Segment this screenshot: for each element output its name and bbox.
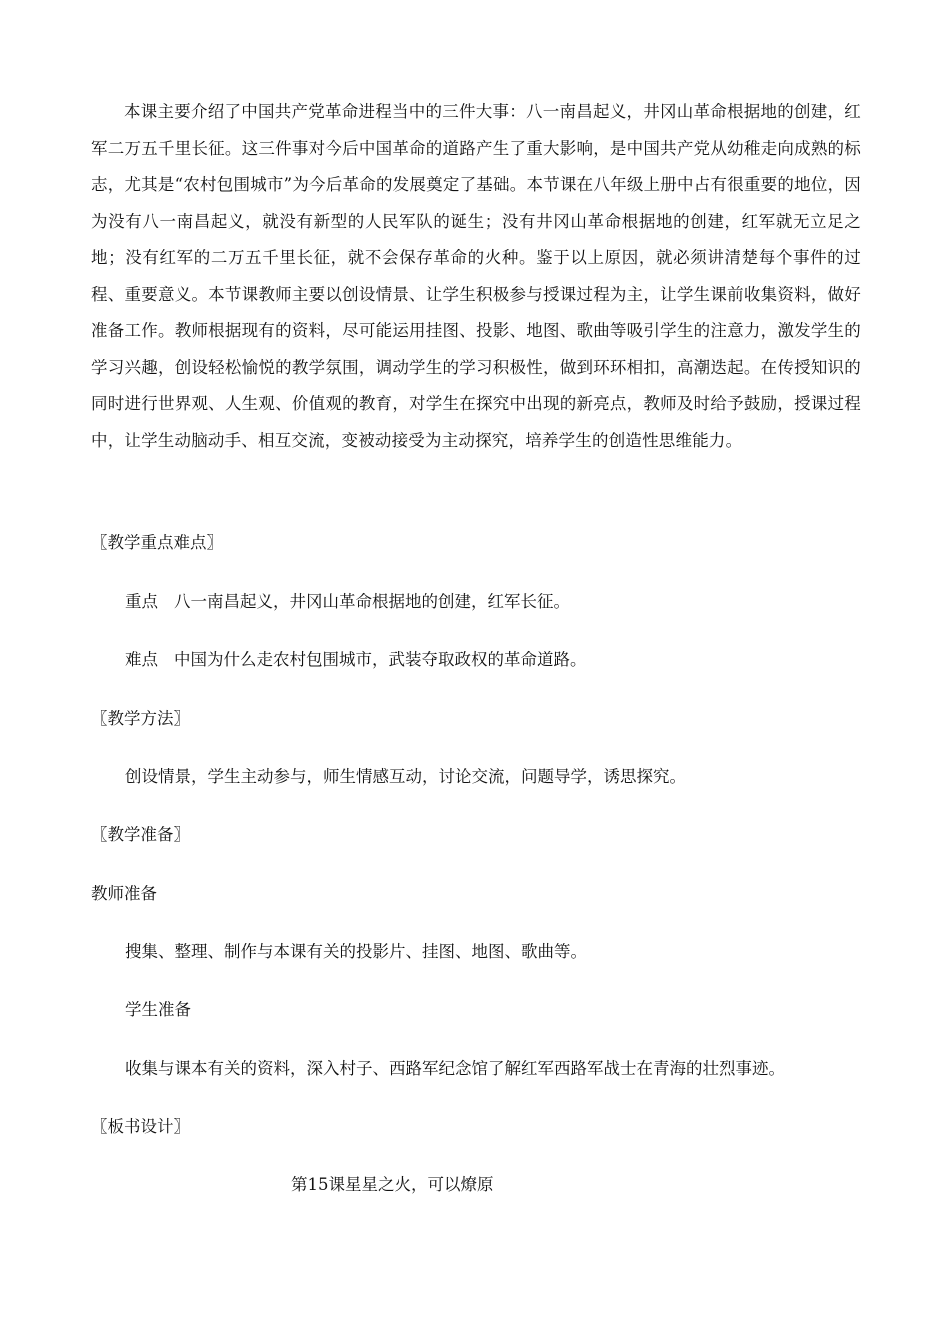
board-title: 第15课星星之火，可以燎原: [291, 1175, 494, 1194]
methods-heading: 〖教学方法〗: [91, 709, 190, 728]
student-preparation-label: 学生准备: [125, 1000, 191, 1019]
teacher-preparation-label: 教师准备: [91, 884, 157, 903]
focus-label: 重点: [125, 592, 158, 611]
difficulty-line: [125, 648, 587, 672]
teacher-preparation-text: 搜集、整理、制作与本课有关的投影片、挂图、地图、歌曲等。: [125, 942, 587, 961]
focus-text: 八一南昌起义，井冈山革命根据地的创建，红军长征。: [174, 592, 570, 611]
board-heading: 〖板书设计〗: [91, 1117, 190, 1136]
difficulty-label: 难点: [125, 650, 158, 669]
intro-paragraph: 本课主要介绍了中国共产党革命进程当中的三件大事：八一南昌起义，井冈山革命根据地的创建，红军二万五千里长征。这三件事对今后中国革命的道路产生了重大影响，是中国共产党从幼稚走向成熟的标志，尤其是“农村包围城市”为今后革命的发展奠定了基础。本节课在八年级上册中占有很重要的地位，因为没有八一南昌起义，就没有新型的人民军队的诞生；没有井冈山革命根据地的创建，红军就无立足之地；没有红军的二万五千里长征，就不会保存革命的火种。鉴于以上原因，就必须讲清楚每个事件的过程、重要意义。本节课教师主要以创设情景、让学生积极参与授课过程为主，让学生课前收集资料，做好准备工作。教师根据现有的资料，尽可能运用挂图、投影、地图、歌曲等吸引学生的注意力，激发学生的学习兴趣，创设轻松愉悦的教学氛围，调动学生的学习积极性，做到环环相扣，高潮迭起。在传授知识的同时进行世界观、人生观、价值观的教育，对学生在探究中出现的新亮点，教师及时给予鼓励，授课过程中，让学生动脑动手、相互交流，变被动接受为主动探究，培养学生的创造性思维能力。: [91, 102, 861, 450]
key-points-heading: 〖教学重点难点〗: [91, 533, 223, 552]
focus-line: [125, 590, 570, 614]
difficulty-text: 中国为什么走农村包围城市，武装夺取政权的革命道路。: [174, 650, 587, 669]
methods-text: 创设情景，学生主动参与，师生情感互动，讨论交流，问题导学，诱思探究。: [125, 767, 686, 786]
preparation-heading: 〖教学准备〗: [91, 825, 190, 844]
student-preparation-text: 收集与课本有关的资料，深入村子、西路军纪念馆了解红军西路军战士在青海的壮烈事迹。: [125, 1059, 785, 1078]
